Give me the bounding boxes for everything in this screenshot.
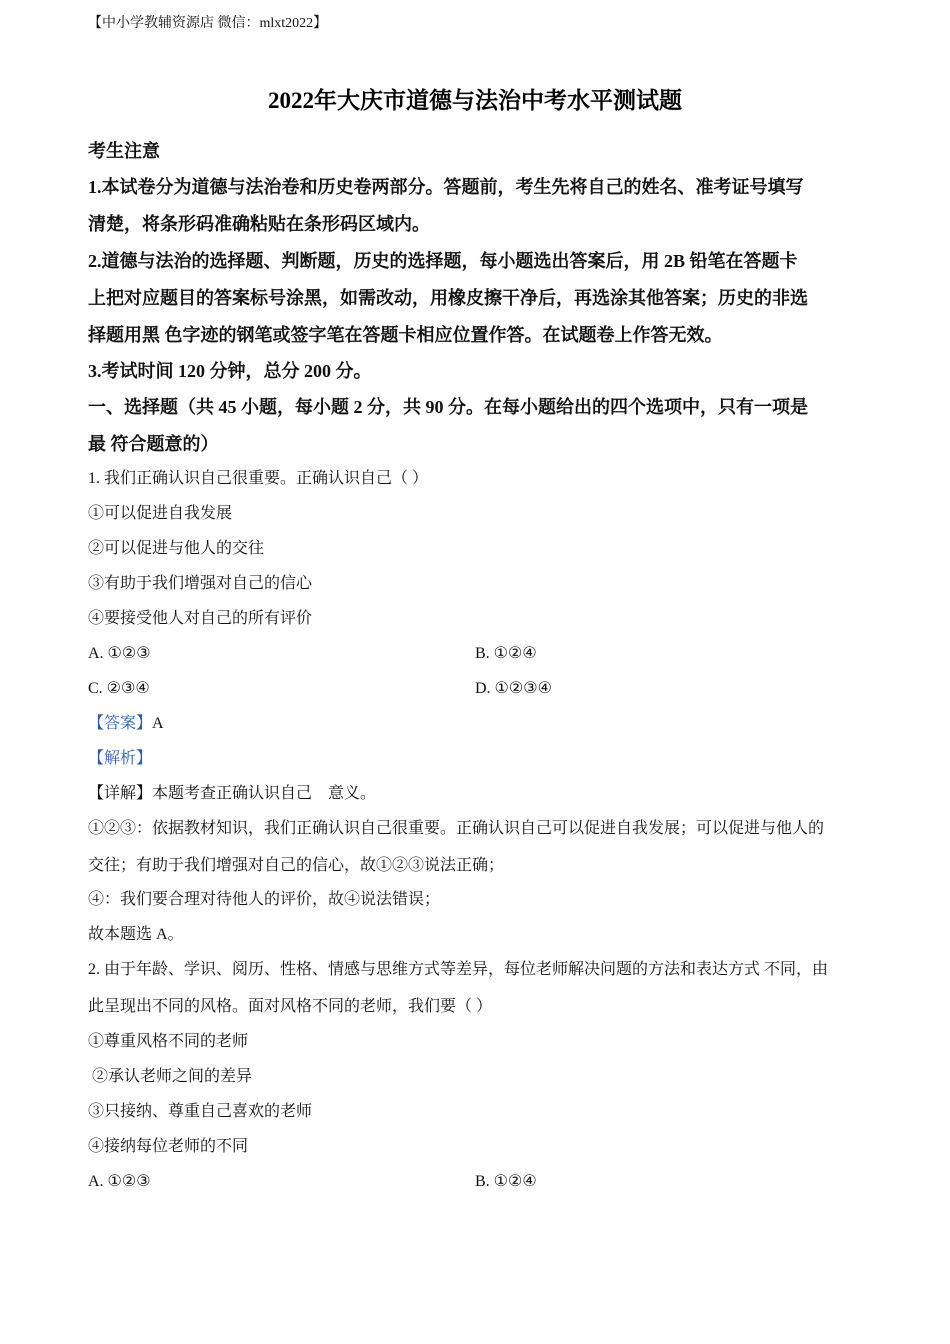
notice-line: 择题用黑 色字迹的钢笔或签字笔在答题卡相应位置作答。在试题卷上作答无效。 — [88, 325, 723, 345]
page-title: 2022年大庆市道德与法治中考水平测试题 — [268, 88, 682, 113]
option-d: D. ①②③④ — [475, 680, 552, 697]
statement: ④接纳每位老师的不同 — [88, 1138, 249, 1155]
notice-line: 1.本试卷分为道德与法治卷和历史卷两部分。答题前，考生先将自己的姓名、准考证号填写 — [88, 177, 804, 197]
question-2-stem: 此呈现出不同的风格。面对风格不同的老师，我们要（ ） — [88, 998, 493, 1015]
option-b: B. ①②④ — [475, 1173, 537, 1190]
option-a: A. ①②③ — [88, 1173, 151, 1190]
explanation-line: 故本题选 A。 — [88, 926, 184, 943]
statement: ①尊重风格不同的老师 — [88, 1033, 249, 1050]
answer-value: A — [152, 715, 164, 732]
notice-line: 3.考试时间 120 分钟，总分 200 分。 — [88, 361, 372, 381]
detail-tag: 【详解】 — [88, 785, 153, 802]
explanation-line: ①②③：依据教材知识，我们正确认识自己很重要。正确认识自己可以促进自我发展；可以促进与他人的 — [88, 820, 825, 837]
notice-heading: 考生注意 — [88, 141, 160, 161]
statement: ②可以促进与他人的交往 — [88, 540, 265, 557]
notice-line: 清楚，将条形码准确粘贴在条形码区域内。 — [88, 214, 430, 234]
statement: ④要接受他人对自己的所有评价 — [88, 610, 313, 627]
option-b: B. ①②④ — [475, 645, 537, 662]
question-1-stem: 1. 我们正确认识自己很重要。正确认识自己（ ） — [88, 470, 429, 487]
analysis-tag: 【解析】 — [88, 750, 153, 767]
option-c: C. ②③④ — [88, 680, 150, 697]
statement: ③有助于我们增强对自己的信心 — [88, 575, 313, 592]
header-watermark: 【中小学教辅资源店 微信：mlxt2022】 — [88, 16, 328, 31]
statement: ③只接纳、尊重自己喜欢的老师 — [88, 1103, 313, 1120]
notice-line: 上把对应题目的答案标号涂黑，如需改动，用橡皮擦干净后，再选涂其他答案；历史的非选 — [88, 288, 808, 308]
explanation-line: 交往；有助于我们增强对自己的信心，故①②③说法正确； — [88, 857, 505, 874]
section-heading: 一、选择题（共 45 小题，每小题 2 分，共 90 分。在每小题给出的四个选项中，只有一项是 — [88, 397, 808, 417]
explanation-line: ④：我们要合理对待他人的评价，故④说法错误； — [88, 891, 441, 908]
answer-tag: 【答案】 — [88, 715, 153, 732]
notice-line: 2.道德与法治的选择题、判断题，历史的选择题，每小题选出答案后，用 2B 铅笔在答题卡 — [88, 251, 798, 271]
statement: ②承认老师之间的差异 — [88, 1068, 253, 1085]
section-heading: 最 符合题意的） — [88, 434, 219, 454]
detail-text: 本题考查正确认识自己 意义。 — [152, 785, 377, 802]
option-a: A. ①②③ — [88, 645, 151, 662]
statement: ①可以促进自我发展 — [88, 505, 233, 522]
question-2-stem: 2. 由于年龄、学识、阅历、性格、情感与思维方式等差异，每位老师解决问题的方法和表达方式 不同，由 — [88, 961, 829, 978]
detail-line — [88, 783, 868, 805]
answer-line — [88, 713, 868, 735]
